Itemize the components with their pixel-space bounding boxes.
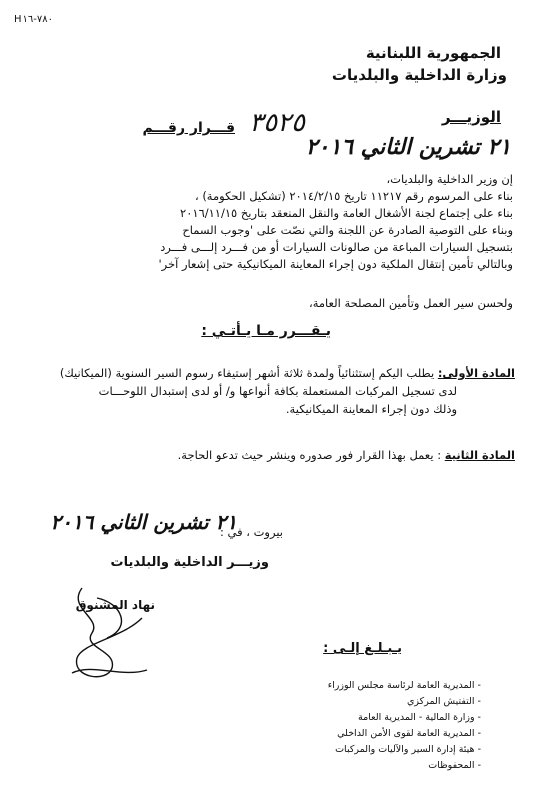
article-2-title: المادة الثانية xyxy=(444,448,515,462)
signatory-title: وزيـــر الداخلية والبلديات xyxy=(110,555,269,570)
article-1-line xyxy=(60,366,515,380)
republic-header: الجمهورية اللبنانية xyxy=(365,44,501,62)
recipient-item: - التفتيش المركزي xyxy=(407,696,481,707)
verdict-heading: يـقـــرر مـا يـأتـي : xyxy=(201,323,331,339)
article-1-line: وذلك دون إجراء المعاينة الميكانيكية. xyxy=(285,402,457,416)
decision-number: ٣٥٢٥ xyxy=(249,108,305,138)
article-1-text: يطلب اليكم إستثنائياً ولمدة ثلاثة أشهر إستيفاء رسوم السير السنوية (الميكانيك) xyxy=(59,366,435,380)
handwritten-signature xyxy=(62,578,154,688)
place-date-label: بيروت ، في : xyxy=(219,525,283,539)
public-interest-line: ولحسن سير العمل وتأمين المصلحة العامة، xyxy=(309,296,513,310)
minister-heading: الوزيـــر xyxy=(441,108,501,126)
article-2-text: : يعمل بهذا القرار فور صدوره وينشر حيث تدعو الحاجة. xyxy=(177,448,442,462)
article-1-title: المادة الأولى: xyxy=(437,366,515,380)
ministry-header: وزارة الداخلية والبلديات xyxy=(331,66,507,84)
recipient-item: - المديرية العامة لقوى الأمن الداخلي xyxy=(337,728,481,739)
date-top: ٢١ تشرين الثاني ٢٠١٦ xyxy=(305,134,511,160)
intro-line: وبالتالي تأمين إنتقال الملكية دون إجراء المعاينة الميكانيكية حتى إشعار آخر' xyxy=(158,257,513,271)
recipient-item: - المحفوظات xyxy=(428,760,481,771)
recipient-item: - وزارة المالية - المديرية العامة xyxy=(358,712,481,723)
intro-line: إن وزير الداخلية والبلديات، xyxy=(386,172,513,186)
signatory-name: نهاد المشنوق xyxy=(75,598,155,612)
article-1-line: لدى تسجيل المركبات المستعملة بكافة أنواعها و/ أو لدى إستبدال اللوحـــات xyxy=(98,384,457,398)
recipient-item: - هيئة إدارة السير والآليات والمركبات xyxy=(335,744,481,755)
date-bottom: ٢١ تشرين الثاني ٢٠١٦ xyxy=(50,510,237,534)
intro-line: بتسجيل السيارات المباعة من صالونات السيارات أو من فـــرد إلـــى فـــرد xyxy=(160,240,513,254)
recipient-item: - المديرية العامة لرئاسة مجلس الوزراء xyxy=(327,680,481,691)
intro-line: وبناء على التوصية الصادرة عن اللجنة والتي نصّت على 'وجوب السماح xyxy=(182,223,513,237)
article-2 xyxy=(178,448,515,462)
intro-line: بناء على إجتماع لجنة الأشغال العامة والنقل المنعقد بتاريخ ٢٠١٦/١١/١٥ xyxy=(180,206,513,220)
recipients-heading: يـبـلـغ إلـى : xyxy=(323,641,402,656)
intro-line: بناء على المرسوم رقم ١١٢١٧ تاريخ ٢٠١٤/٢/١٥ (تشكيل الحكومة) ، xyxy=(194,189,513,203)
reference-code: H٧٨٠-١٦ xyxy=(14,14,54,25)
decision-label: قـــرار رقـــم xyxy=(142,120,235,136)
